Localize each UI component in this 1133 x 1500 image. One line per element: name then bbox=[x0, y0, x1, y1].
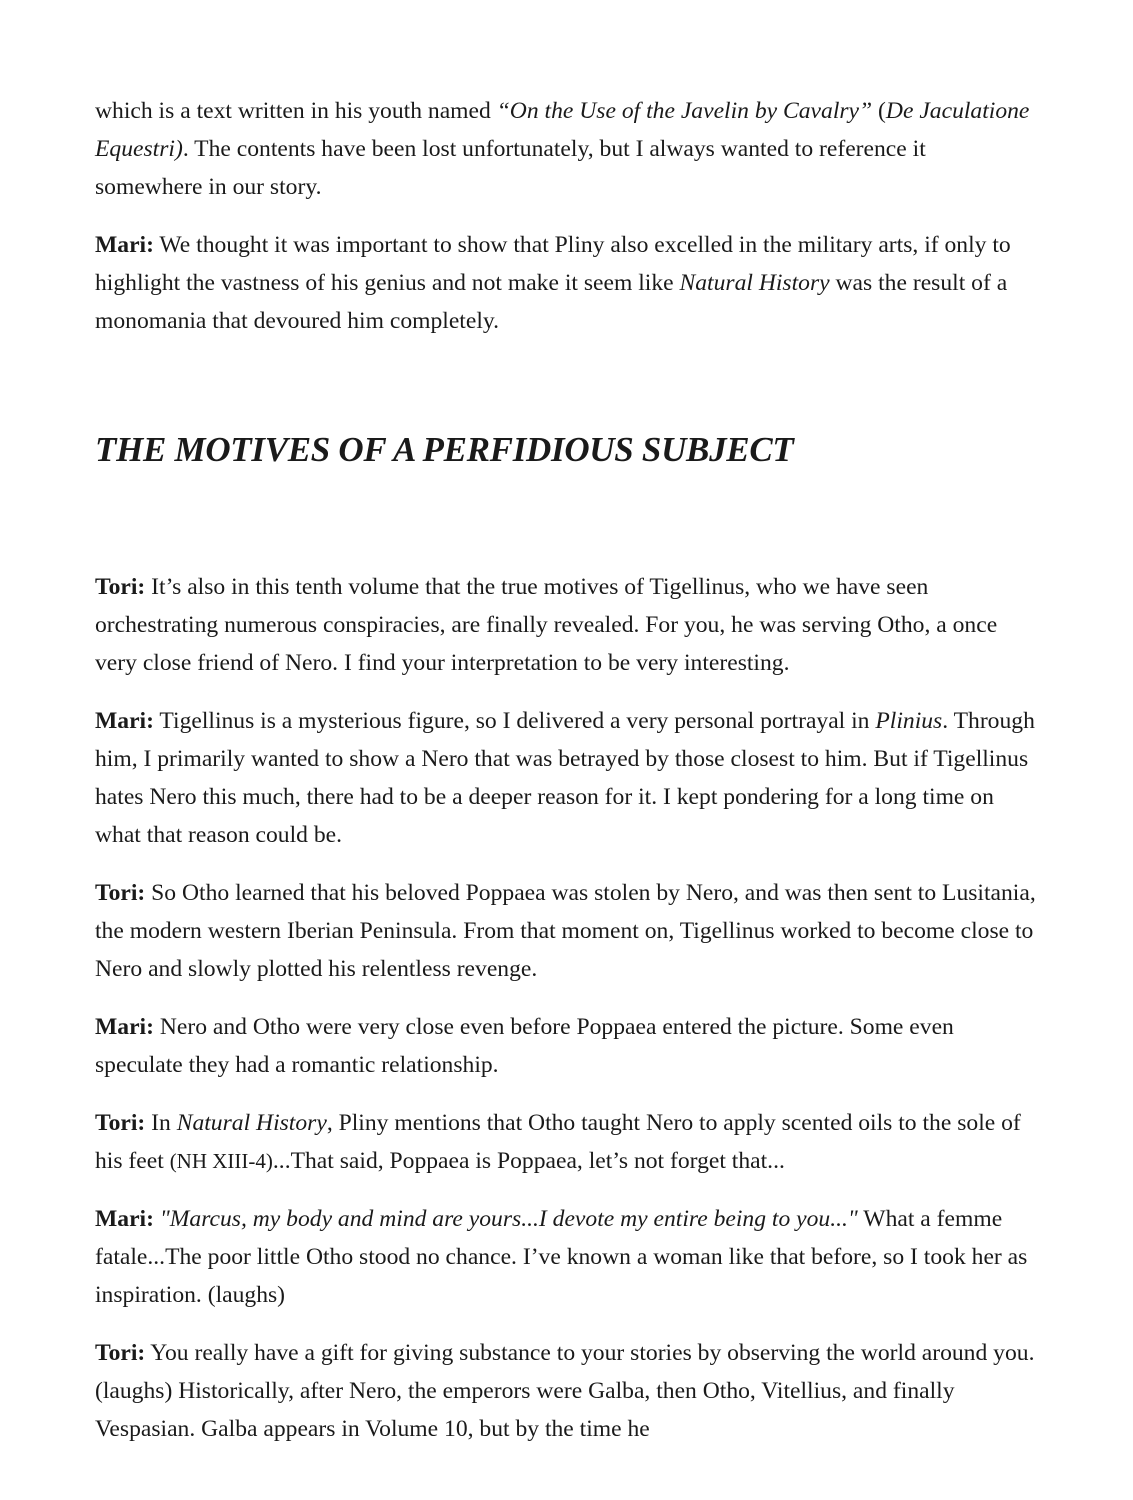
text-run: Nero and Otho were very close even before Poppaea entered the picture. Some even speculate they had a romantic relationship. bbox=[95, 1014, 954, 1078]
text-run: ( bbox=[872, 98, 886, 124]
quotation: "Marcus, my body and mind are yours...I devote my entire being to you..." bbox=[153, 1206, 858, 1232]
speaker-label: Mari: bbox=[95, 1206, 154, 1232]
intro-paragraph-javelin bbox=[95, 92, 1037, 206]
text-run: Tigellinus is a mysterious figure, so I delivered a very personal portrayal in bbox=[153, 708, 876, 734]
dialogue-paragraph bbox=[95, 874, 1037, 988]
book-title: Natural History bbox=[176, 1110, 327, 1136]
intro-paragraph-military bbox=[95, 226, 1037, 340]
text-run: We thought it was important to show that Pliny also excelled in the military arts, if only to highlight the vastness of his genius and not make it seem like bbox=[95, 232, 1011, 296]
text-run: In bbox=[145, 1110, 177, 1136]
dialogue-paragraph bbox=[95, 1104, 1037, 1180]
speaker-label: Tori: bbox=[95, 1110, 146, 1136]
speaker-label: Tori: bbox=[95, 574, 146, 600]
text-run: ...That said, Poppaea is Poppaea, let’s not forget that... bbox=[272, 1148, 785, 1174]
latin-title: De Jaculatione Equestri) bbox=[95, 98, 1030, 162]
section-heading: THE MOTIVES OF A PERFIDIOUS SUBJECT bbox=[95, 430, 794, 469]
speaker-label: Tori: bbox=[95, 1340, 146, 1366]
speaker-label: Mari: bbox=[95, 1014, 154, 1040]
speaker-label: Mari: bbox=[95, 232, 154, 258]
dialogue-paragraph bbox=[95, 1334, 1037, 1448]
source-reference: (NH XIII-4) bbox=[169, 1149, 273, 1173]
dialogue-paragraph bbox=[95, 568, 1037, 682]
text-run: What a femme fatale...The poor little Otho stood no chance. I’ve known a woman like that before, so I took her as inspiration. (laughs) bbox=[95, 1206, 1028, 1308]
text-run: So Otho learned that his beloved Poppaea was stolen by Nero, and was then sent to Lusitania, the modern western Iberian Peninsula. From that moment on, Tigellinus worked to become close to Nero and slowly plotted his relentless revenge. bbox=[95, 880, 1036, 982]
text-run: . Through him, I primarily wanted to show a Nero that was betrayed by those closest to him. But if Tigellinus hates Nero this much, there had to be a deeper reason for it. I kept pondering for a long time on what that reason could be. bbox=[95, 708, 1035, 848]
book-title: “On the Use of the Javelin by Cavalry” bbox=[496, 98, 873, 124]
dialogue-paragraph bbox=[95, 702, 1037, 854]
dialogue-paragraph bbox=[95, 1200, 1037, 1314]
text-run: It’s also in this tenth volume that the true motives of Tigellinus, who we have seen orchestrating numerous conspiracies, are finally revealed. For you, he was serving Otho, a once very close friend of Nero. I find your interpretation to be very interesting. bbox=[95, 574, 998, 676]
book-title: Plinius bbox=[875, 708, 943, 734]
text-run: . The contents have been lost unfortunately, but I always wanted to reference it somewhere in our story. bbox=[95, 136, 926, 200]
text-run: was the result of a monomania that devoured him completely. bbox=[95, 270, 1008, 334]
speaker-label: Tori: bbox=[95, 880, 146, 906]
speaker-label: Mari: bbox=[95, 708, 154, 734]
book-title: Natural History bbox=[679, 270, 830, 296]
dialogue-paragraph bbox=[95, 1008, 1037, 1084]
text-run: You really have a gift for giving substance to your stories by observing the world around you. (laughs) Historically, after Nero, the emperors were Galba, then Otho, Vitellius, and finally Vespasian. Galba appears in Volume 10, but by the time he bbox=[95, 1340, 1035, 1442]
text-run: which is a text written in his youth named bbox=[95, 98, 497, 124]
text-run: , Pliny mentions that Otho taught Nero to apply scented oils to the sole of his feet bbox=[95, 1110, 1021, 1174]
